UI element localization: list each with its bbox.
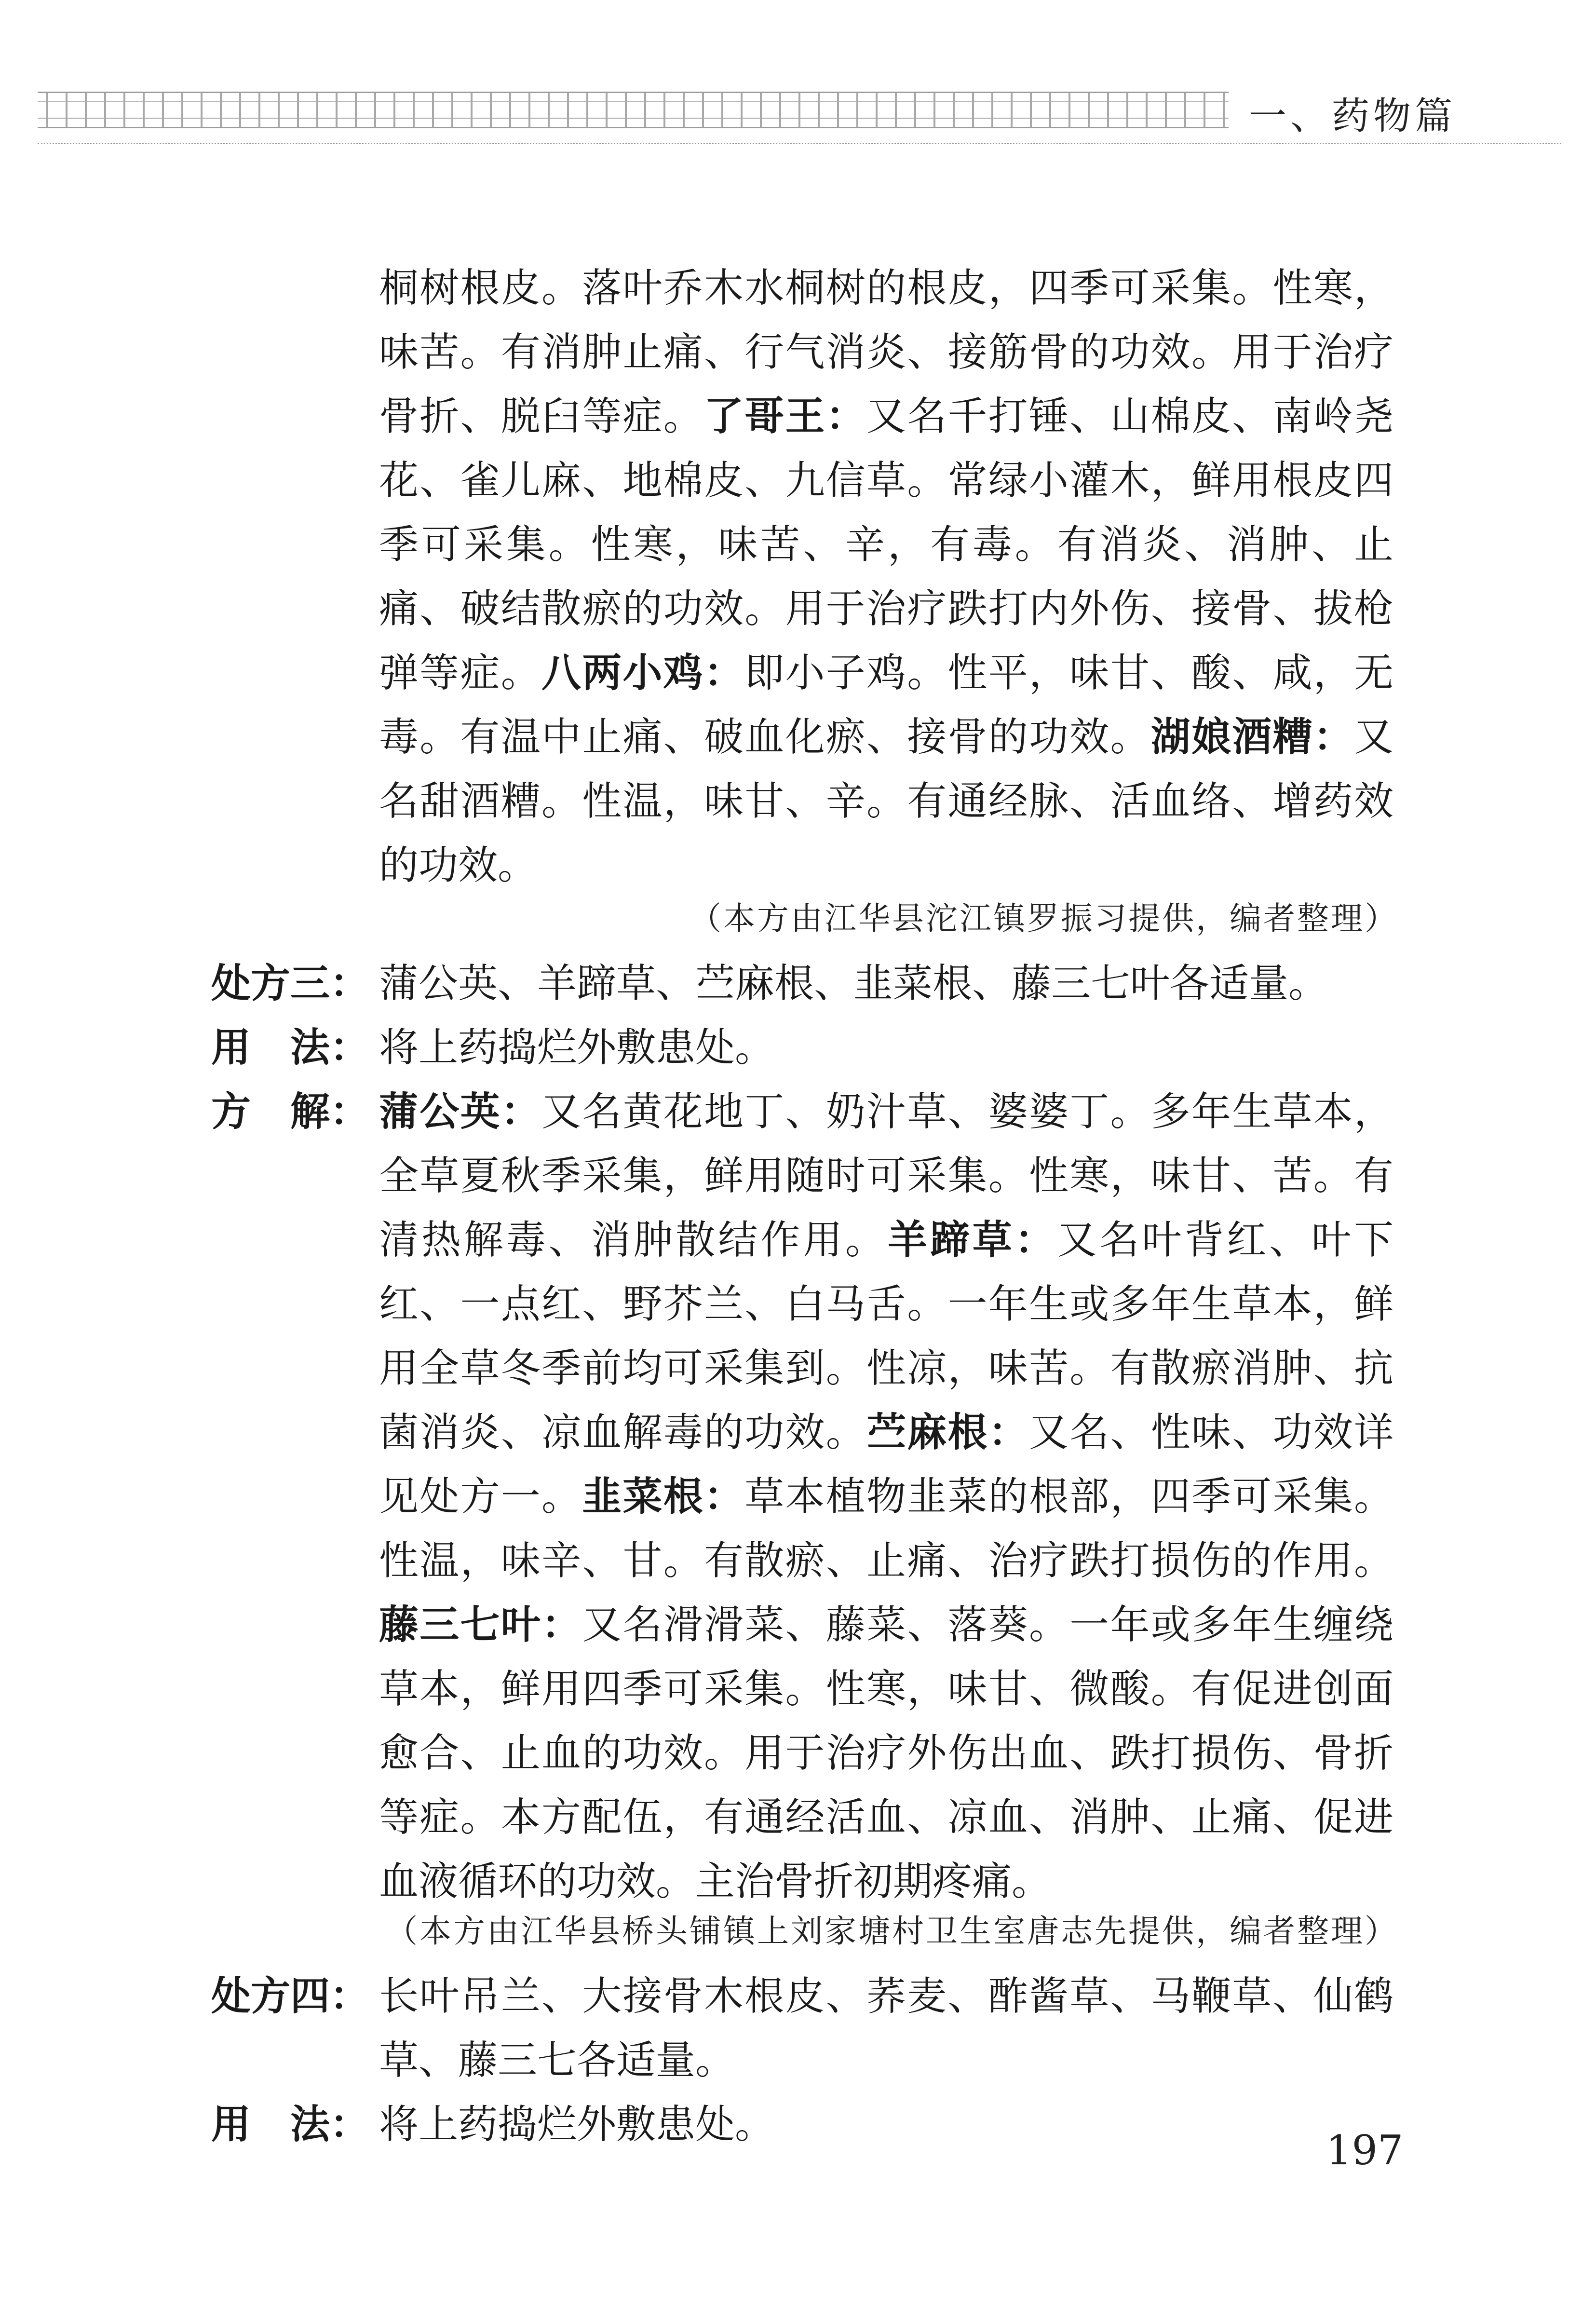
text-line: 骨折、脱臼等症。了哥王：又名千打锤、山棉皮、南岭尧 xyxy=(379,394,1393,439)
text-line: 名甜酒糟。性温，味甘、辛。有通经脉、活血络、增药效 xyxy=(379,778,1393,824)
text-line: 的功效。 xyxy=(379,842,538,888)
page-number: 197 xyxy=(1326,2127,1404,2174)
prescription-herbs: 草、藤三七各适量。 xyxy=(379,2037,735,2083)
usage-text: 将上药捣烂外敷患处。 xyxy=(379,2102,775,2147)
herb-name: 了哥王： xyxy=(704,394,866,439)
text-line: 味苦。有消肿止痛、行气消炎、接筋骨的功效。用于治疗 xyxy=(379,329,1393,375)
text-line: 桐树根皮。落叶乔木水桐树的根皮，四季可采集。性寒， xyxy=(379,265,1393,311)
text-line: 全草夏秋季采集，鲜用随时可采集。性寒，味甘、苦。有 xyxy=(379,1153,1393,1199)
herb-name: 湖娘酒糟： xyxy=(1150,714,1354,760)
text-line: 草本，鲜用四季可采集。性寒，味甘、微酸。有促进创面 xyxy=(379,1666,1393,1712)
herb-name: 八两小鸡： xyxy=(541,650,745,696)
herb-name: 韭菜根： xyxy=(582,1474,745,1520)
source-note: （本方由江华县桥头铺镇上刘家塘村卫生室唐志先提供，编者整理） xyxy=(386,1913,1398,1950)
source-note: （本方由江华县沱江镇罗振习提供，编者整理） xyxy=(690,900,1398,937)
text-line: 见处方一。韭菜根：草本植物韭菜的根部，四季可采集。 xyxy=(379,1474,1393,1520)
text-line: 用全草冬季前均可采集到。性凉，味苦。有散瘀消肿、抗 xyxy=(379,1345,1393,1391)
text-line: 蒲公英：又名黄花地丁、奶汁草、婆婆丁。多年生草本， xyxy=(379,1089,1393,1135)
text-line: 花、雀儿麻、地棉皮、九信草。常绿小灌木，鲜用根皮四 xyxy=(379,458,1393,503)
prescription-herbs: 长叶吊兰、大接骨木根皮、荞麦、酢酱草、马鞭草、仙鹤 xyxy=(379,1973,1393,2019)
herb-name: 蒲公英： xyxy=(379,1089,541,1135)
explanation-label: 方 解： xyxy=(211,1089,370,1135)
text-line: 等症。本方配伍，有通经活血、凉血、消肿、止痛、促进 xyxy=(379,1794,1393,1840)
text-line: 清热解毒、消肿散结作用。羊蹄草：又名叶背红、叶下 xyxy=(379,1217,1393,1263)
prescription-herbs: 蒲公英、羊蹄草、苎麻根、韭菜根、藤三七叶各适量。 xyxy=(379,961,1328,1006)
text-line: 血液循环的功效。主治骨折初期疼痛。 xyxy=(379,1859,1052,1904)
section-title: 一、药物篇 xyxy=(1249,95,1457,138)
herb-name: 羊蹄草： xyxy=(887,1217,1057,1263)
herb-name: 苎麻根： xyxy=(866,1410,1029,1455)
usage-label: 用 法： xyxy=(211,1025,370,1071)
usage-label: 用 法： xyxy=(211,2102,370,2147)
text-line: 痛、破结散瘀的功效。用于治疗跌打内外伤、接骨、拔枪 xyxy=(379,586,1393,632)
header-ornament-band xyxy=(38,92,1229,128)
prescription-label: 处方三： xyxy=(211,961,370,1006)
text-line: 菌消炎、凉血解毒的功效。苎麻根：又名、性味、功效详 xyxy=(379,1410,1393,1455)
text-line: 季可采集。性寒，味苦、辛，有毒。有消炎、消肿、止 xyxy=(379,522,1393,568)
text-line: 愈合、止血的功效。用于治疗外伤出血、跌打损伤、骨折 xyxy=(379,1730,1393,1776)
text-line: 弹等症。八两小鸡：即小子鸡。性平，味甘、酸、咸，无 xyxy=(379,650,1393,696)
text-line: 红、一点红、野芥兰、白马舌。一年生或多年生草本，鲜 xyxy=(379,1281,1393,1327)
prescription-label: 处方四： xyxy=(211,1973,370,2019)
text-line: 性温，味辛、甘。有散瘀、止痛、治疗跌打损伤的作用。 xyxy=(379,1538,1393,1584)
text-line: 藤三七叶：又名滑滑菜、藤菜、落葵。一年或多年生缠绕 xyxy=(379,1602,1393,1648)
header-divider xyxy=(38,143,1561,144)
text-line: 毒。有温中止痛、破血化瘀、接骨的功效。湖娘酒糟：又 xyxy=(379,714,1393,760)
herb-name: 藤三七叶： xyxy=(379,1602,582,1648)
usage-text: 将上药捣烂外敷患处。 xyxy=(379,1025,775,1071)
